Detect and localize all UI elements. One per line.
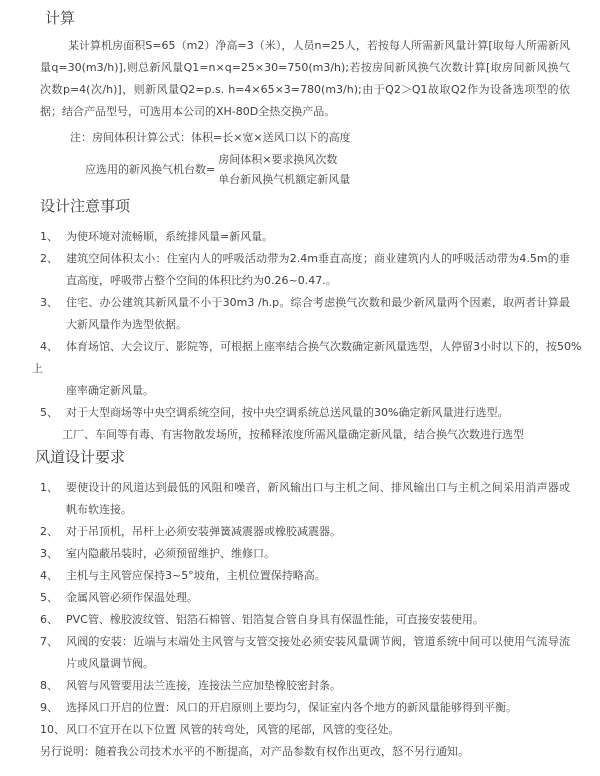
calculation-paragraph: 某计算机房面积S=65（m2）净高=3（米），人员n=25人，若按每人所需新风量计算[取每人所需新风量q=30(m3/h)],则总新风量Q1=n×q=25×30=750(m3/h);若按房间新风换气次数计算[取房间新风换气次数p=4(次/h)]，则新风量Q2=p.s. h=4×65×3=780(m3/h);由于Q2＞Q1故取Q2作为设备选项型的依据；结合产品型号，可选用本公司的XH-80D全热交换产品。 xyxy=(40,39,570,118)
design-note-item-1 xyxy=(40,226,570,248)
duct-item-5 xyxy=(40,587,570,609)
item-text: 金属风管必须作保温处理。 xyxy=(66,591,198,604)
duct-item-1 xyxy=(40,477,570,521)
item-number: 3、 xyxy=(40,296,58,309)
item-number: 6、 xyxy=(40,613,58,626)
design-note-item-4-outdent-char: 上 xyxy=(32,362,43,375)
duct-item-3 xyxy=(40,543,570,565)
formula-fraction xyxy=(218,150,350,190)
formula-numerator: 房间体积×要求换风次数 xyxy=(218,153,338,166)
volume-formula-note: 注：房间体积计算公式：体积=长×宽×送风口以下的高度 xyxy=(70,131,351,144)
item-number: 10、 xyxy=(40,723,65,736)
design-note-item-4 xyxy=(40,336,582,358)
item-number: 9、 xyxy=(40,701,58,714)
duct-item-2 xyxy=(40,521,570,543)
duct-item-6 xyxy=(40,609,570,631)
item-text: 风阀的安装：近端与末端处主风管与支管交接处必须安装风量调节阀，管道系统中间可以使用气流导流片或风量调节阀。 xyxy=(66,635,570,670)
item-number: 2、 xyxy=(40,252,58,265)
item-number: 4、 xyxy=(40,340,58,353)
unit-count-formula xyxy=(85,150,570,190)
formula-denominator: 单台新风换气机额定新风量 xyxy=(218,173,351,186)
item-text: 为使环境对流畅顺，系统排风量=新风量。 xyxy=(66,230,274,243)
design-note-item-2 xyxy=(40,248,570,292)
item-text: 要使设计的风道达到最低的风阻和噪音，新风输出口与主机之间、排风输出口与主机之间采用消声器或帆布软连接。 xyxy=(66,481,570,516)
item-number: 5、 xyxy=(40,406,58,419)
item-text: 室内隐蔽吊装时，必须预留维护、维修口。 xyxy=(66,547,275,560)
item-text: 风管与风管要用法兰连接，连接法兰应加垫橡胶密封条。 xyxy=(66,679,341,692)
duct-item-10 xyxy=(40,719,570,741)
item-number: 4、 xyxy=(40,569,58,582)
additional-statement: 另行说明：随着我公司技术水平的不断提高，对产品参数有权作出更改，怒不另行通知。 xyxy=(40,745,469,758)
section-heading-duct-requirements: 风道设计要求 xyxy=(35,448,126,466)
duct-item-8 xyxy=(40,675,570,697)
item-number: 3、 xyxy=(40,547,58,560)
duct-requirements-list xyxy=(40,477,570,741)
design-note-item-5-continuation: 工厂、车间等有毒、有害物散发场所，按稀释浓度所需风量确定新风量，结合换气次数进行选型 xyxy=(62,428,524,441)
item-text: 风口不宜开在以下位置 风管的转弯处，风管的尾部，风管的变径处。 xyxy=(66,723,400,736)
item-number: 2、 xyxy=(40,525,58,538)
duct-item-4 xyxy=(40,565,570,587)
formula-label: 应选用的新风换气机台数= xyxy=(85,163,216,176)
item-number: 8、 xyxy=(40,679,58,692)
item-number: 1、 xyxy=(40,230,58,243)
section-heading-calculation: 计算 xyxy=(45,9,76,27)
design-note-item-3 xyxy=(40,292,570,336)
duct-item-7 xyxy=(40,631,570,675)
item-text: 体育场馆、大会议厅、影院等，可根据上座率结合换气次数确定新风量选型，人停留3小时以下的，按50% xyxy=(66,340,582,353)
item-text: PVC管、橡胶波纹管、铝箔石棉管、铝箔复合管自身具有保温性能，可直接安装使用。 xyxy=(66,613,484,626)
design-note-item-4-continuation: 座率确定新风量。 xyxy=(66,384,154,397)
item-number: 1、 xyxy=(40,481,58,494)
design-notes-list xyxy=(32,226,582,446)
duct-item-9 xyxy=(40,697,570,719)
item-text: 住宅、办公建筑其新风量不小于30m3 /h.p。综合考虑换气次数和最少新风量两个因素，取两者计算最大新风量作为选型依据。 xyxy=(66,296,570,331)
section-heading-design-notes: 设计注意事项 xyxy=(40,197,131,215)
item-text: 主机与主风管应保持3~5°坡角，主机位置保持略高。 xyxy=(66,569,326,582)
item-number: 5、 xyxy=(40,591,58,604)
item-number: 7、 xyxy=(40,635,58,648)
item-text: 建筑空间体积太小：住室内人的呼吸活动带为2.4m垂直高度；商业建筑内人的呼吸活动带为4.5m的垂直高度，呼吸带占整个空间的体积比约为0.26~0.47.。 xyxy=(66,252,570,287)
design-note-item-5 xyxy=(40,402,570,424)
item-text: 对于大型商场等中央空调系统空间，按中央空调系统总送风量的30%确定新风量进行选型。 xyxy=(66,406,509,419)
item-text: 选择风口开启的位置：风口的开启原则上要均匀，保证室内各个地方的新风量能够得到平衡。 xyxy=(66,701,517,714)
item-text: 对于吊顶机，吊杆上必须安装弹簧减震器或橡胶减震器。 xyxy=(66,525,341,538)
